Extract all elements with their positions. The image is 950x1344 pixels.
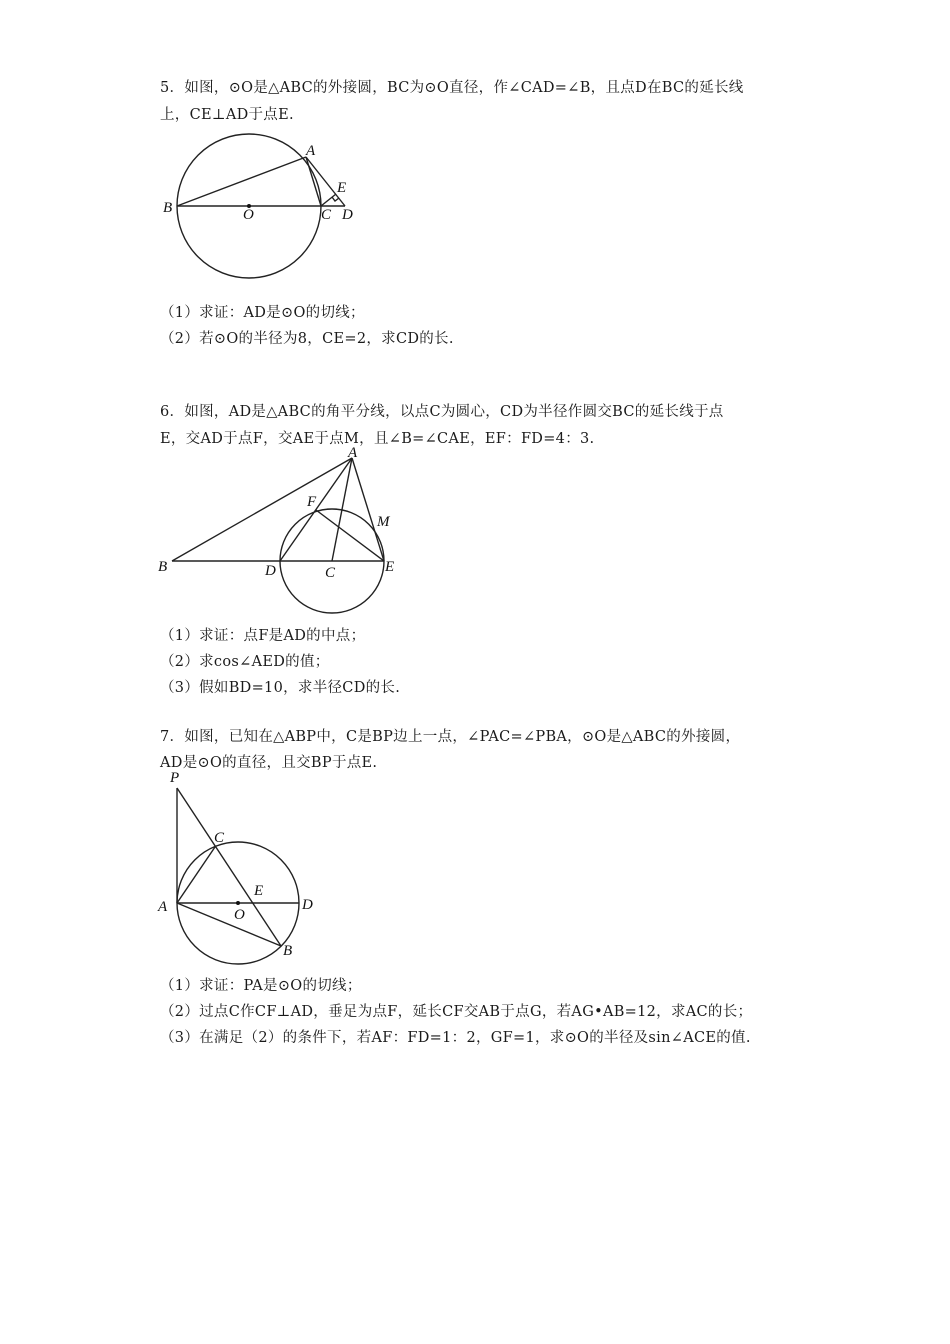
p7-line-ab (177, 903, 281, 946)
p6-question-2: （2）求cos∠AED的值； (160, 654, 330, 670)
p6-statement-line2: E，交AD于点F，交AE于点M，且∠B=∠CAE，EF：FD=4：3. (160, 431, 595, 447)
p7-question-1: （1）求证：PA是⊙O的切线； (160, 978, 362, 994)
p7-label-a: A (158, 899, 168, 915)
p6-label-m: M (377, 514, 390, 530)
p6-line-fe (316, 510, 384, 561)
p5-question-1: （1）求证：AD是⊙O的切线； (160, 305, 365, 321)
p7-label-b: B (283, 943, 293, 959)
p5-figure (160, 130, 370, 290)
p7-center-dot (236, 901, 240, 905)
p7-statement-line1: 7．如图，已知在△ABP中，C是BP边上一点，∠PAC=∠PBA，⊙O是△ABC的外接圆， (160, 729, 741, 745)
p5-line-ac (306, 157, 321, 206)
p6-label-c: C (325, 565, 336, 581)
p5-label-e: E (337, 180, 347, 196)
p6-line-ae (352, 458, 384, 561)
p6-label-f: F (307, 494, 317, 510)
p7-label-p: P (170, 770, 180, 786)
p5-question-2: （2）若⊙O的半径为8，CE=2，求CD的长. (160, 331, 454, 347)
p5-statement-line1: 5．如图，⊙O是△ABC的外接圆，BC为⊙O直径，作∠CAD=∠B，且点D在BC的延长线 (160, 80, 744, 96)
p6-label-a: A (348, 445, 358, 461)
p7-question-3: （3）在满足（2）的条件下，若AF：FD=1：2，GF=1，求⊙O的半径及sin∠ACE的值. (160, 1030, 751, 1046)
p5-label-b: B (163, 200, 173, 216)
p5-label-c: C (321, 207, 332, 223)
p6-label-d: D (265, 563, 276, 579)
p7-label-o: O (234, 907, 245, 923)
p6-question-1: （1）求证：点F是AD的中点； (160, 628, 366, 644)
p6-statement-line1: 6．如图，AD是△ABC的角平分线，以点C为圆心，CD为半径作圆交BC的延长线于点 (160, 404, 724, 420)
p6-question-3: （3）假如BD=10，求半径CD的长. (160, 680, 401, 696)
p5-label-o: O (243, 207, 254, 223)
p7-statement-line2: AD是⊙O的直径，且交BP于点E. (160, 755, 378, 771)
p7-line-pb (177, 788, 281, 946)
p5-line-ba (177, 157, 306, 206)
p5-statement-line2: 上，CE⊥AD于点E. (160, 107, 294, 123)
p7-label-d: D (302, 897, 313, 913)
p6-figure (155, 443, 405, 615)
p6-label-e: E (385, 559, 395, 575)
p7-label-e: E (254, 883, 264, 899)
p7-question-2: （2）过点C作CF⊥AD，垂足为点F，延长CF交AB于点G，若AG•AB=12，求AC的长； (160, 1004, 753, 1020)
p5-label-d: D (342, 207, 353, 223)
p5-label-a: A (306, 143, 316, 159)
p7-label-c: C (214, 830, 225, 846)
p7-line-ac (177, 847, 215, 903)
p7-figure (155, 765, 330, 965)
p6-label-b: B (158, 559, 168, 575)
